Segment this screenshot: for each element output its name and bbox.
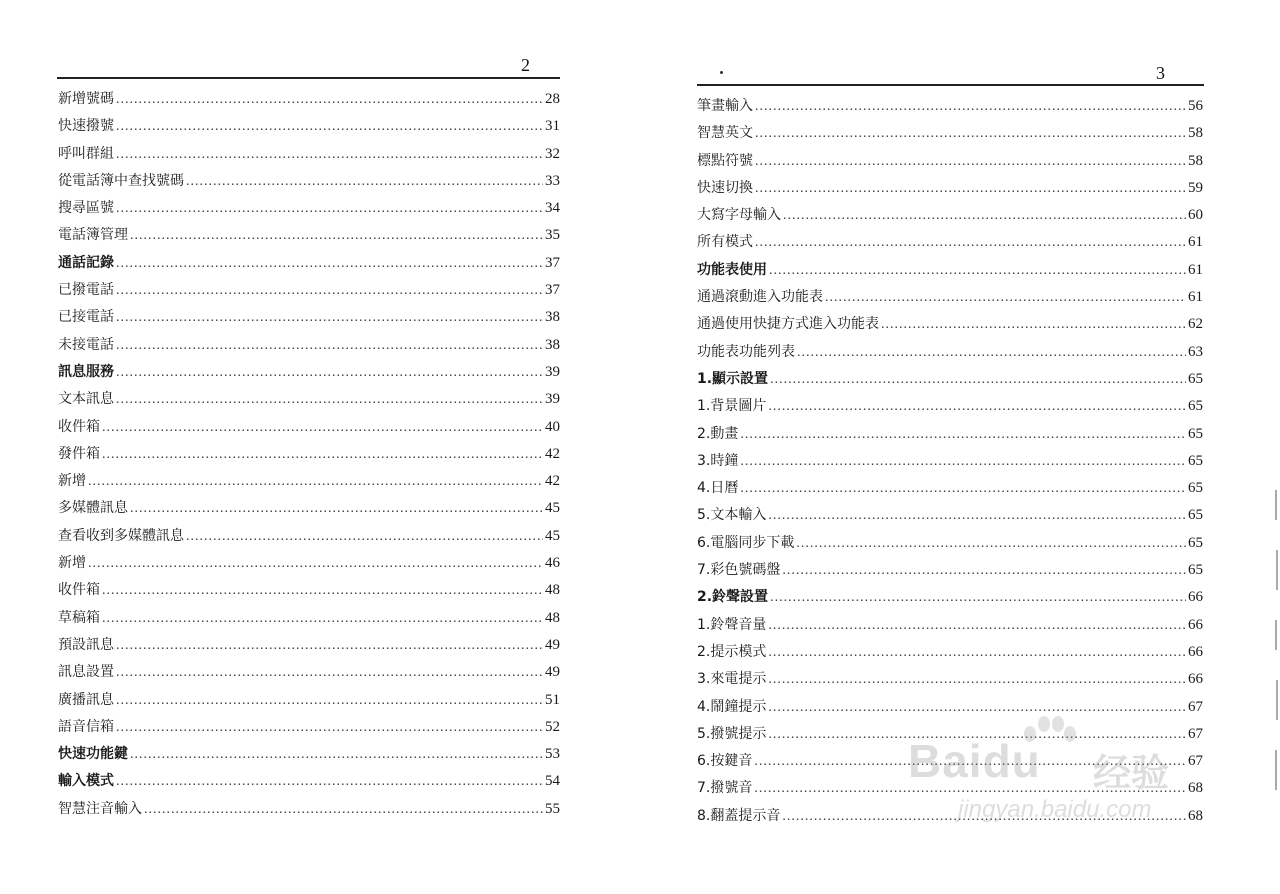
toc-entry-title: 新增: [58, 473, 86, 490]
toc-entry-title: 已撥電話: [58, 282, 114, 299]
dot-leader: [768, 721, 1186, 748]
toc-entry-title: 發件箱: [58, 445, 100, 462]
toc-entry: [697, 311, 1203, 338]
toc-entry: [697, 612, 1203, 639]
dot-leader: [102, 441, 543, 468]
toc-entry-page: 48: [545, 582, 560, 599]
toc-entry-page: 63: [1188, 343, 1203, 360]
toc-entry: [697, 175, 1203, 202]
dot-leader: [116, 714, 543, 741]
dot-leader: [116, 113, 543, 140]
dot-leader: [768, 612, 1186, 639]
dot-leader: [88, 550, 543, 577]
toc-entry: [58, 523, 560, 550]
toc-entry-title: 功能表使用: [697, 261, 767, 278]
toc-entry: [58, 277, 560, 304]
toc-entry-title: 從電話簿中查找號碼: [58, 172, 184, 189]
toc-entry: [58, 250, 560, 277]
toc-entry-page: 58: [1188, 125, 1203, 142]
toc-entry: [58, 195, 560, 222]
toc-entry: [697, 530, 1203, 557]
dot-leader: [797, 339, 1186, 366]
toc-entry-title: 標點符號: [697, 152, 753, 169]
toc-entry: [58, 141, 560, 168]
toc-entry-title: 語音信箱: [58, 718, 114, 735]
dot-leader: [116, 304, 543, 331]
dot-leader: [88, 468, 543, 495]
toc-entry-page: 48: [545, 609, 560, 626]
dot-leader: [116, 332, 543, 359]
dot-leader: [881, 311, 1186, 338]
toc-entry: [697, 257, 1203, 284]
dot-leader: [782, 557, 1186, 584]
toc-entry: [697, 666, 1203, 693]
toc-entry-page: 67: [1188, 698, 1203, 715]
toc-entry: [58, 768, 560, 795]
toc-entry-title: 通過使用快捷方式進入功能表: [697, 316, 879, 333]
dot-leader: [116, 359, 543, 386]
toc-entry: [58, 468, 560, 495]
dot-leader: [102, 605, 543, 632]
toc-entry-title: 呼叫群組: [58, 145, 114, 162]
toc-entry: [58, 414, 560, 441]
toc-entry-page: 38: [545, 309, 560, 326]
toc-entry-page: 61: [1188, 289, 1203, 306]
toc-entry-title: 收件箱: [58, 582, 100, 599]
dot-leader: [116, 277, 543, 304]
dot-leader: [116, 141, 543, 168]
toc-entry-title: 7.彩色號碼盤: [697, 562, 781, 579]
toc-entry: [697, 284, 1203, 311]
toc-entry-page: 37: [545, 254, 560, 271]
toc-entry-page: 54: [545, 773, 560, 790]
toc-entry-page: 65: [1188, 452, 1203, 469]
toc-entry-title: 訊息服務: [58, 363, 114, 380]
toc-entry: [697, 93, 1203, 120]
toc-entry-page: 67: [1188, 753, 1203, 770]
toc-entry-page: 45: [545, 500, 560, 517]
toc-entry-title: 6.電腦同步下載: [697, 534, 795, 551]
dot-leader: [768, 666, 1186, 693]
dot-leader: [768, 639, 1186, 666]
dot-leader: [116, 386, 543, 413]
toc-entry-title: 7.撥號音: [697, 780, 753, 797]
toc-entry-page: 45: [545, 527, 560, 544]
toc-list: [697, 93, 1203, 830]
toc-entry-page: 66: [1188, 643, 1203, 660]
toc-entry-title: 大寫字母輸入: [697, 207, 781, 224]
dot-leader: [116, 687, 543, 714]
toc-entry-page: 38: [545, 336, 560, 353]
toc-entry-title: 廣播訊息: [58, 691, 114, 708]
toc-entry: [58, 86, 560, 113]
dot-leader: [782, 803, 1186, 830]
toc-list: [58, 86, 560, 823]
dot-leader: [796, 530, 1186, 557]
toc-entry-title: 2.動畫: [697, 425, 739, 442]
toc-entry-page: 66: [1188, 616, 1203, 633]
toc-entry-title: 3.來電提示: [697, 671, 767, 688]
toc-entry-page: 62: [1188, 316, 1203, 333]
toc-entry: [58, 304, 560, 331]
toc-entry-title: 多媒體訊息: [58, 500, 128, 517]
toc-entry-title: 訊息設置: [58, 664, 114, 681]
toc-entry: [58, 113, 560, 140]
page-number: 3: [1156, 63, 1165, 83]
dot-leader: [130, 495, 543, 522]
dot-leader: [130, 222, 543, 249]
toc-entry: [697, 639, 1203, 666]
toc-entry: [697, 448, 1203, 475]
toc-entry-page: 65: [1188, 425, 1203, 442]
watermark-logo-cn: 经验: [1093, 751, 1170, 795]
toc-entry-page: 66: [1188, 589, 1203, 606]
toc-entry-page: 39: [545, 363, 560, 380]
toc-entry-page: 55: [545, 800, 560, 817]
toc-entry-page: 65: [1188, 370, 1203, 387]
toc-entry-title: 5.文本輸入: [697, 507, 767, 524]
toc-entry-title: 6.按鍵音: [697, 753, 753, 770]
dot-leader: [102, 577, 543, 604]
toc-entry-page: 58: [1188, 152, 1203, 169]
toc-entry: [697, 721, 1203, 748]
toc-entry-title: 1.鈴聲音量: [697, 616, 767, 633]
toc-entry: [697, 475, 1203, 502]
toc-entry-page: 52: [545, 718, 560, 735]
toc-entry: [58, 168, 560, 195]
toc-entry: [697, 557, 1203, 584]
dot-leader: [755, 93, 1186, 120]
toc-entry-title: 4.鬧鐘提示: [697, 698, 767, 715]
toc-entry-title: 未接電話: [58, 336, 114, 353]
toc-entry-page: 68: [1188, 807, 1203, 824]
toc-entry: [697, 584, 1203, 611]
toc-entry-page: 59: [1188, 179, 1203, 196]
toc-entry-page: 42: [545, 445, 560, 462]
toc-entry: [697, 148, 1203, 175]
watermark-url: jingyan.baidu.com: [958, 796, 1152, 823]
toc-entry: [58, 605, 560, 632]
toc-entry: [58, 796, 560, 823]
toc-entry-title: 草稿箱: [58, 609, 100, 626]
toc-entry-title: 8.翻蓋提示音: [697, 807, 781, 824]
toc-entry: [58, 659, 560, 686]
toc-entry-page: 61: [1188, 261, 1203, 278]
toc-entry-title: 查看收到多媒體訊息: [58, 527, 184, 544]
watermark-logo: Baidu: [908, 735, 1041, 787]
dot-leader: [740, 448, 1186, 475]
toc-entry: [697, 803, 1203, 830]
toc-entry-title: 快速撥號: [58, 118, 114, 135]
toc-entry-page: 46: [545, 555, 560, 572]
toc-entry-title: 通話記錄: [58, 254, 114, 271]
toc-entry: [58, 550, 560, 577]
toc-entry-page: 49: [545, 636, 560, 653]
dot-leader: [755, 175, 1186, 202]
toc-entry-title: 5.撥號提示: [697, 725, 767, 742]
toc-entry-page: 32: [545, 145, 560, 162]
toc-entry: [697, 120, 1203, 147]
dot-leader: [769, 257, 1186, 284]
toc-entry-page: 61: [1188, 234, 1203, 251]
page-number: 2: [521, 55, 530, 75]
dot-leader: [783, 202, 1186, 229]
print-speck: [720, 71, 723, 74]
toc-entry: [58, 359, 560, 386]
toc-entry-title: 2.提示模式: [697, 643, 767, 660]
toc-entry-title: 所有模式: [697, 234, 753, 251]
toc-entry-title: 筆畫輸入: [697, 98, 753, 114]
toc-entry: [58, 577, 560, 604]
toc-entry-title: 文本訊息: [58, 391, 114, 408]
toc-entry: [697, 202, 1203, 229]
dot-leader: [768, 393, 1186, 420]
dot-leader: [740, 475, 1186, 502]
toc-entry-title: 1.背景圖片: [697, 398, 767, 415]
toc-entry-page: 31: [545, 118, 560, 135]
dot-leader: [116, 768, 543, 795]
dot-leader: [755, 120, 1186, 147]
toc-entry-page: 65: [1188, 398, 1203, 415]
dot-leader: [116, 250, 543, 277]
toc-entry-page: 66: [1188, 671, 1203, 688]
toc-entry: [697, 229, 1203, 256]
dot-leader: [116, 195, 543, 222]
toc-entry-page: 67: [1188, 725, 1203, 742]
toc-entry-title: 快速切換: [697, 179, 753, 196]
toc-entry-title: 通過滾動進入功能表: [697, 289, 823, 306]
toc-entry-page: 34: [545, 200, 560, 217]
dot-leader: [770, 584, 1186, 611]
toc-entry-page: 60: [1188, 207, 1203, 224]
dot-leader: [116, 86, 543, 113]
toc-entry-title: 新增號碼: [58, 91, 114, 107]
toc-entry-title: 已接電話: [58, 309, 114, 326]
toc-entry-title: 2.鈴聲設置: [697, 589, 769, 606]
toc-entry-page: 39: [545, 391, 560, 408]
toc-entry: [58, 332, 560, 359]
dot-leader: [755, 229, 1186, 256]
toc-entry-page: 65: [1188, 534, 1203, 551]
dot-leader: [186, 523, 543, 550]
toc-entry-page: 49: [545, 664, 560, 681]
toc-entry: [697, 748, 1203, 775]
toc-entry: [58, 741, 560, 768]
toc-entry-title: 智慧英文: [697, 125, 753, 142]
dot-leader: [130, 741, 543, 768]
toc-entry: [58, 687, 560, 714]
toc-entry-title: 1.顯示設置: [697, 370, 769, 387]
toc-entry: [697, 502, 1203, 529]
toc-entry: [697, 366, 1203, 393]
page-edge-marks: [1270, 480, 1280, 800]
dot-leader: [102, 414, 543, 441]
toc-entry-page: 35: [545, 227, 560, 244]
toc-entry-page: 65: [1188, 480, 1203, 497]
toc-entry-page: 40: [545, 418, 560, 435]
toc-entry: [697, 421, 1203, 448]
toc-entry-page: 37: [545, 282, 560, 299]
toc-entry-page: 42: [545, 473, 560, 490]
toc-entry-page: 28: [545, 91, 560, 107]
toc-entry: [58, 632, 560, 659]
toc-entry-page: 65: [1188, 562, 1203, 579]
toc-entry-page: 68: [1188, 780, 1203, 797]
toc-entry-title: 快速功能鍵: [58, 746, 128, 763]
dot-leader: [768, 694, 1186, 721]
toc-entry-title: 電話簿管理: [58, 227, 128, 244]
toc-entry-page: 53: [545, 746, 560, 763]
dot-leader: [768, 502, 1186, 529]
toc-entry-title: 預設訊息: [58, 636, 114, 653]
dot-leader: [116, 659, 543, 686]
toc-entry-title: 3.時鐘: [697, 452, 739, 469]
toc-entry: [697, 775, 1203, 802]
dot-leader: [754, 748, 1186, 775]
toc-entry-title: 功能表功能列表: [697, 343, 795, 360]
toc-entry-page: 33: [545, 172, 560, 189]
toc-entry-page: 51: [545, 691, 560, 708]
toc-entry-title: 輸入模式: [58, 773, 114, 790]
toc-entry-title: 收件箱: [58, 418, 100, 435]
toc-entry: [58, 222, 560, 249]
dot-leader: [144, 796, 543, 823]
toc-entry: [697, 339, 1203, 366]
toc-entry: [58, 386, 560, 413]
toc-entry-title: 搜尋區號: [58, 200, 114, 217]
right-page: [640, 0, 1280, 894]
toc-entry-page: 65: [1188, 507, 1203, 524]
toc-entry: [58, 495, 560, 522]
toc-entry: [58, 441, 560, 468]
dot-leader: [825, 284, 1186, 311]
toc-entry: [697, 694, 1203, 721]
toc-entry-title: 新增: [58, 555, 86, 572]
toc-entry-title: 4.日曆: [697, 480, 739, 497]
header-rule: [697, 84, 1204, 86]
dot-leader: [770, 366, 1186, 393]
header-rule: [57, 77, 560, 79]
dot-leader: [186, 168, 543, 195]
dot-leader: [116, 632, 543, 659]
toc-entry: [58, 714, 560, 741]
dot-leader: [740, 421, 1186, 448]
toc-entry-title: 智慧注音輸入: [58, 800, 142, 817]
toc-entry-page: 56: [1188, 98, 1203, 114]
dot-leader: [755, 148, 1186, 175]
dot-leader: [754, 775, 1186, 802]
toc-entry: [697, 393, 1203, 420]
